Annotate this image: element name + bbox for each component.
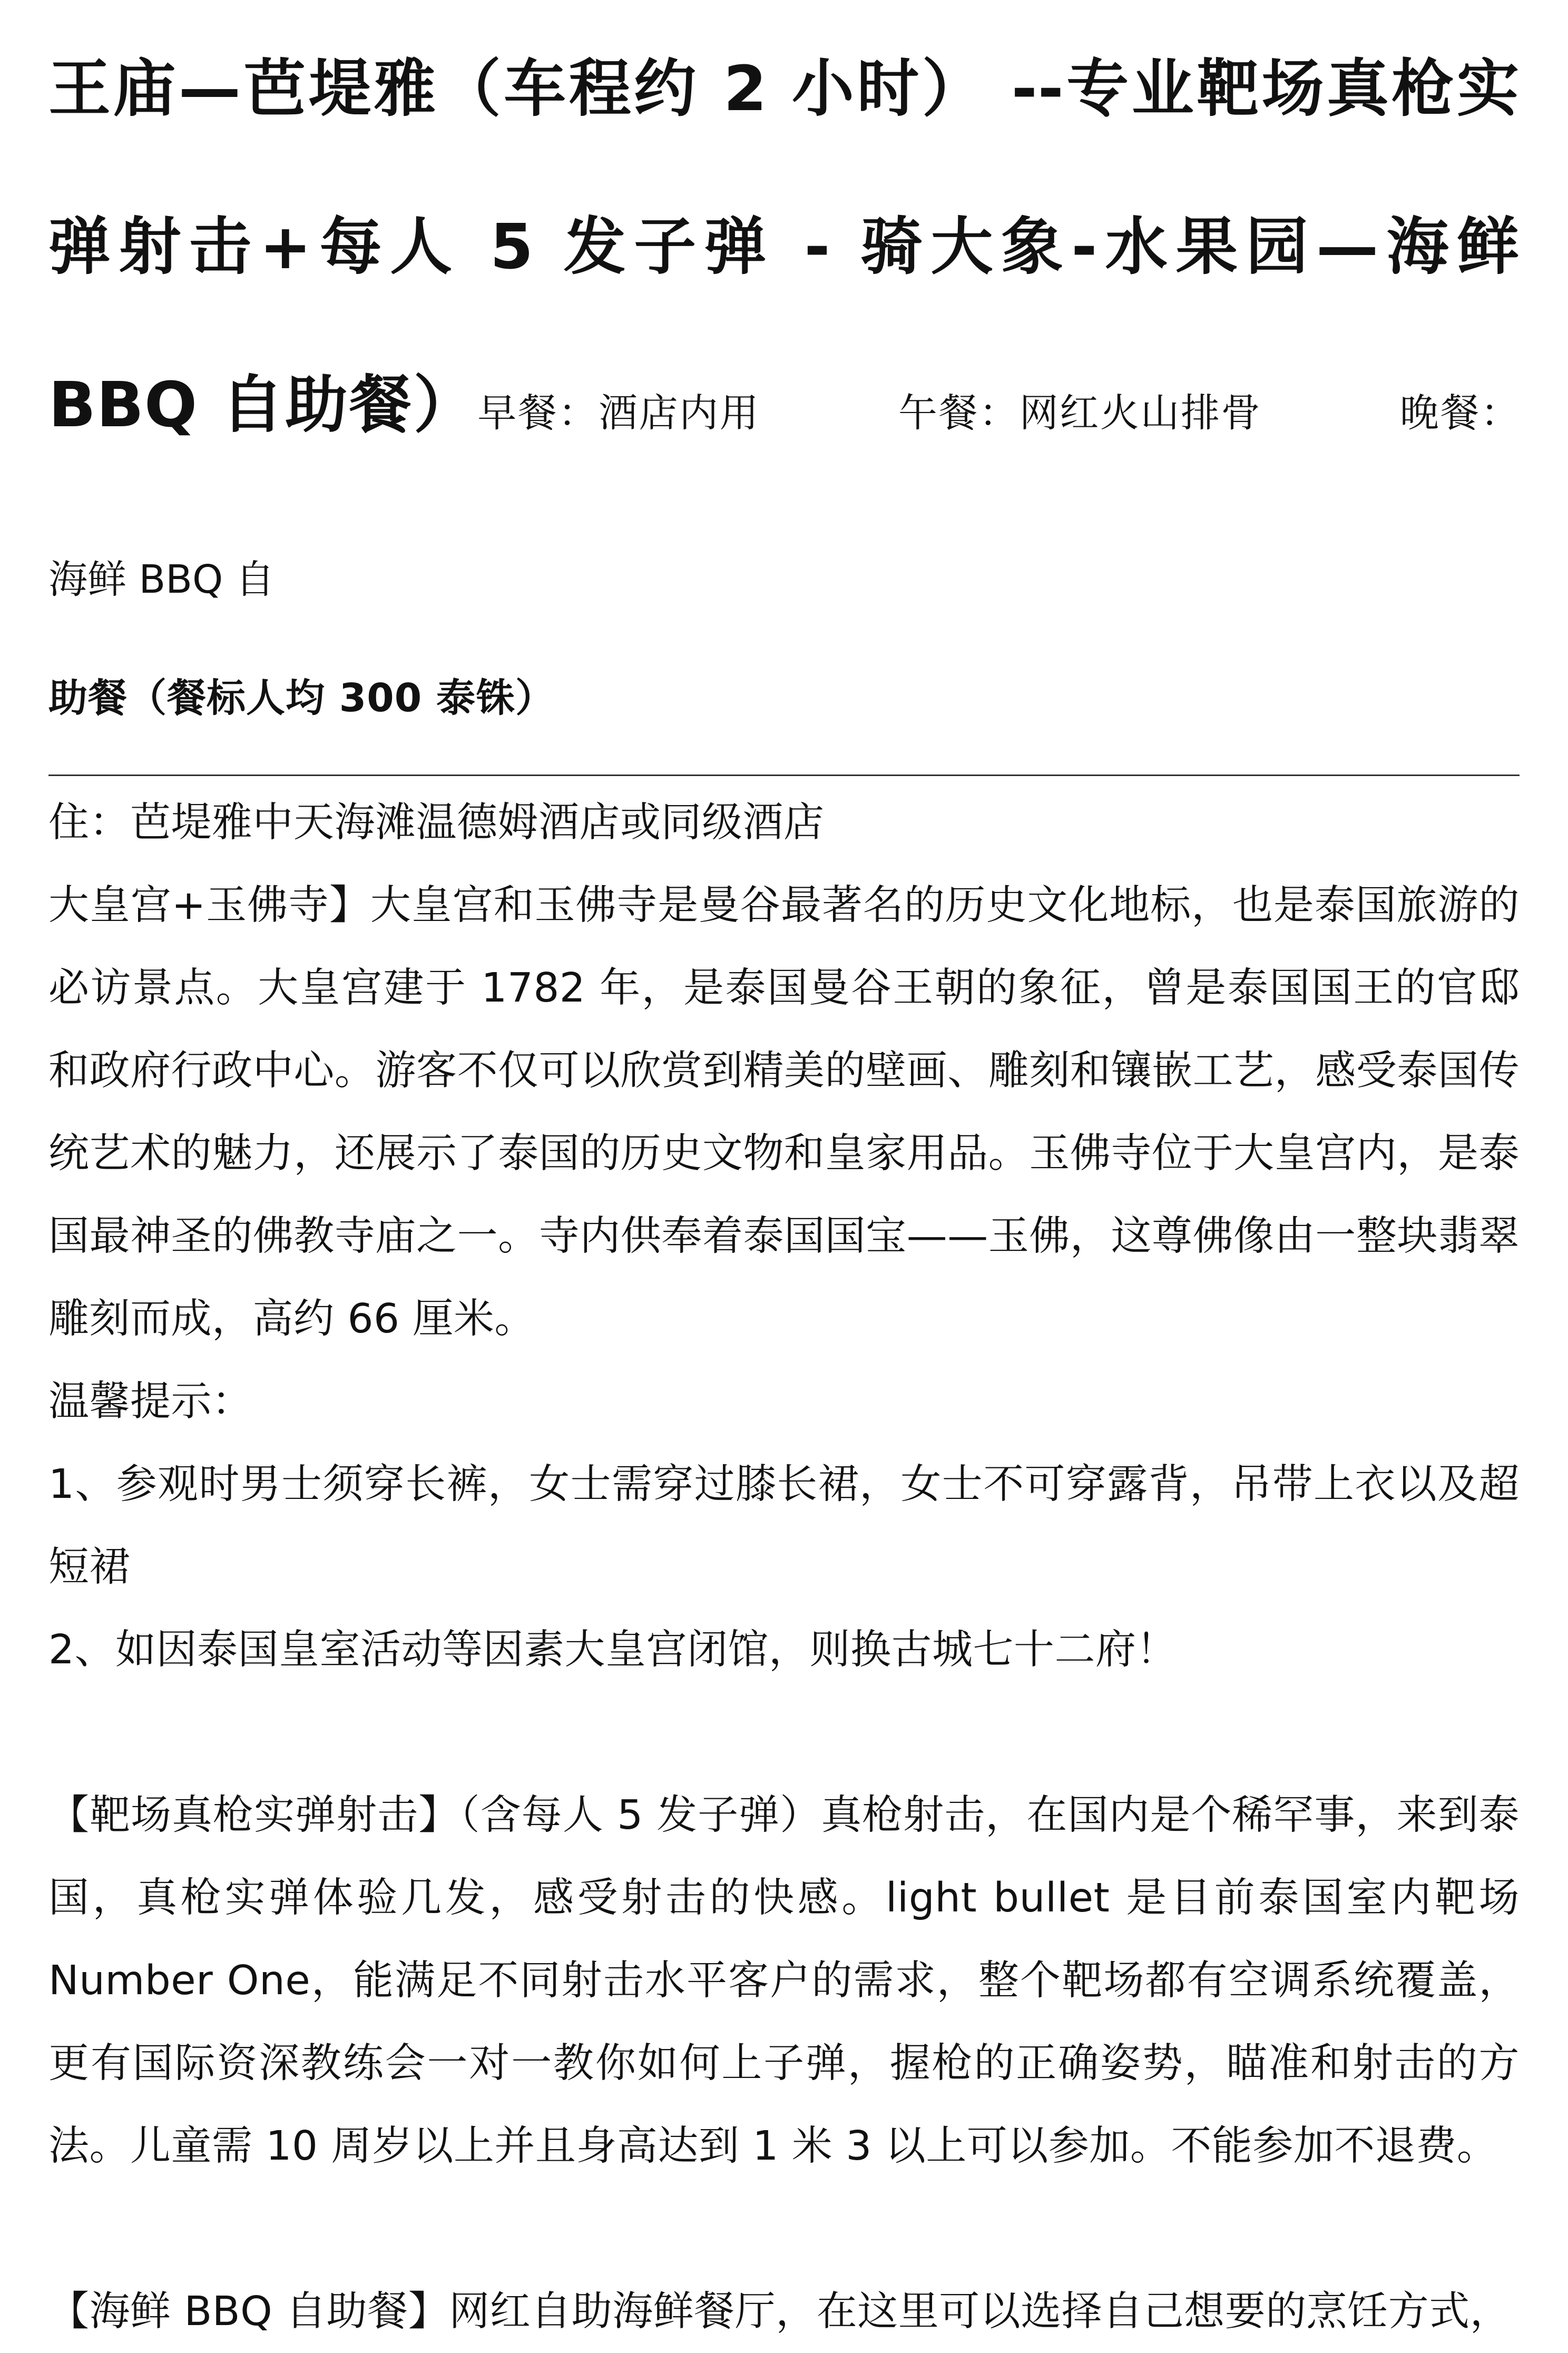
tip-item: 2、如因泰国皇室活动等因素大皇宫闭馆，则换古城七十二府！ bbox=[48, 1626, 1177, 1673]
document-page bbox=[48, 0, 1520, 2335]
palace-intro: 大皇宫+玉佛寺】大皇宫和玉佛寺是曼谷最著名的历史文化地标，也是泰国旅游的必访景点。大皇宫建于 1782 年，是泰国曼谷王朝的象征，曾是泰国国王的官邸和政府行政中心。游客不仅可以欣赏到精美的壁画、雕刻和镶嵌工艺，感受泰国传统艺术的魅力，还展示了泰国的历史文物和皇家用品。玉佛寺位于大皇宫内，是泰国最神圣的佛教寺庙之一。寺内供奉着泰国国宝——玉佛，这尊佛像由一整块翡翠雕刻而成，高约 66 厘米。 bbox=[48, 882, 1520, 1342]
divider bbox=[48, 774, 1520, 776]
lunch-text: 午餐：网红火山排骨 bbox=[897, 390, 1262, 436]
spacer bbox=[48, 1691, 1520, 1774]
day-heading bbox=[48, 9, 1520, 659]
tip-item: 1、参观时男士须穿长裤，女士需穿过膝长裙，女士不可穿露背，吊带上衣以及超短裙 bbox=[48, 1461, 1520, 1591]
day-title: 王庙—芭堤雅（车程约 2 小时） --专业靶场真枪实弹射击+每人 5 发子弹 - 骑大象-水果园—海鲜 BBQ 自助餐） bbox=[48, 52, 1520, 441]
spacer bbox=[48, 2188, 1520, 2270]
dinner-tail: 助餐（餐标人均 300 泰铢） bbox=[48, 675, 555, 721]
tips-title: 温馨提示： bbox=[48, 1378, 253, 1425]
dinner-text: 晚餐：海鲜 BBQ 自 bbox=[48, 390, 1520, 602]
shooting-section: 【靶场真枪实弹射击】（含每人 5 发子弹）真枪射击，在国内是个稀罕事，来到泰国，真枪实弹体验几发，感受射击的快感。light bullet 是目前泰国室内靶场 Number One，能满足不同射击水平客户的需求，整个靶场都有空调系统覆盖，更有国际资深教练会一对一教你如何上子弹，握枪的正确姿势，瞄准和射击的方法。儿童需 10 周岁以上并且身高达到 1 米 3 以上可以参加。不能参加不退费。 bbox=[48, 1792, 1520, 2170]
hotel-text: 住：芭堤雅中天海滩温德姆酒店或同级酒店 bbox=[48, 799, 825, 846]
breakfast-text: 早餐：酒店内用 bbox=[477, 390, 760, 436]
bbq-section: 【海鲜 BBQ 自助餐】网红自助海鲜餐厅，在这里可以选择自己想要的烹饪方式， bbox=[48, 2288, 1511, 2335]
